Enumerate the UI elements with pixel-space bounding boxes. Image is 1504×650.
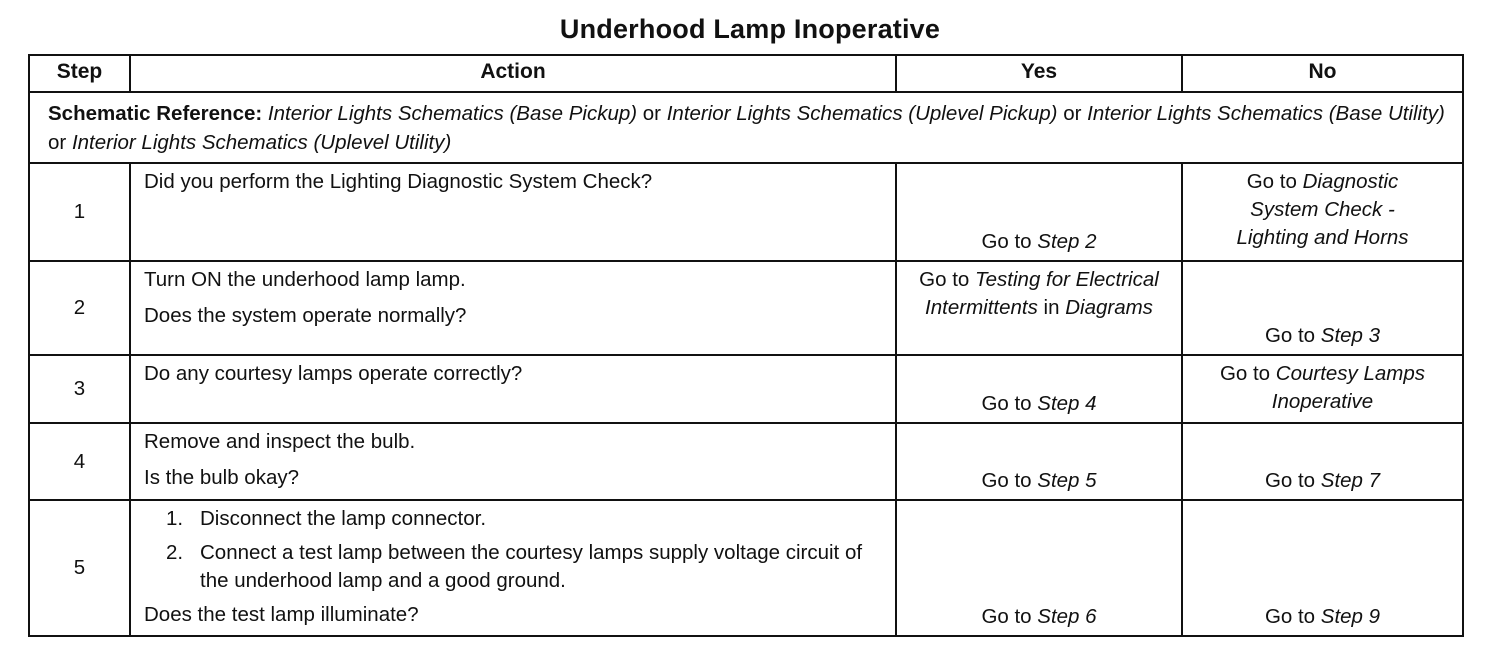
step-number: 4 — [29, 423, 130, 500]
goto-text: Go to — [981, 392, 1032, 415]
action-cell — [130, 163, 896, 261]
diagnostic-table — [28, 54, 1464, 637]
no-cell — [1182, 355, 1463, 423]
yes-link-2[interactable]: Diagrams — [1065, 296, 1153, 319]
yes-link[interactable]: Step 6 — [1037, 605, 1097, 628]
goto-text: Go to — [981, 605, 1032, 628]
header-no: No — [1182, 55, 1463, 92]
yes-link[interactable]: Step 2 — [1037, 230, 1097, 253]
header-yes: Yes — [896, 55, 1182, 92]
step-number: 3 — [29, 355, 130, 423]
reference-or-3: or — [48, 131, 67, 154]
substep-text: Connect a test lamp between the courtesy lamps supply voltage circuit of the underhood lamp and a good ground. — [200, 541, 863, 592]
no-link[interactable]: Step 9 — [1320, 605, 1381, 628]
no-cell — [1182, 163, 1463, 261]
reference-link-2[interactable]: Interior Lights Schematics (Uplevel Pickup) — [666, 102, 1058, 125]
table-row — [29, 261, 1463, 355]
yes-cell — [896, 163, 1182, 261]
reference-link-4[interactable]: Interior Lights Schematics (Uplevel Utility) — [71, 131, 452, 154]
table-row — [29, 500, 1463, 636]
action-cell — [130, 500, 896, 636]
goto-text: Go to — [1246, 170, 1297, 193]
goto-text: Go to — [981, 469, 1032, 492]
reference-link-3[interactable]: Interior Lights Schematics (Base Utility) — [1087, 102, 1445, 125]
no-cell — [1182, 423, 1463, 500]
step-number: 5 — [29, 500, 130, 636]
no-link[interactable]: Courtesy Lamps Inoperative — [1271, 362, 1426, 413]
action-question: Does the system operate normally? — [144, 304, 467, 327]
goto-text: Go to — [919, 268, 970, 291]
schematic-reference — [29, 92, 1463, 163]
goto-text: Go to — [1264, 324, 1316, 347]
table-row — [29, 163, 1463, 261]
action-question: Does the test lamp illuminate? — [144, 603, 419, 626]
reference-or-2: or — [1063, 102, 1082, 125]
yes-cell — [896, 261, 1182, 355]
yes-cell — [896, 500, 1182, 636]
page-title: Underhood Lamp Inoperative — [559, 14, 941, 44]
action-text: Turn ON the underhood lamp lamp. — [144, 268, 466, 291]
yes-cell — [896, 355, 1182, 423]
in-text: in — [1043, 296, 1060, 319]
yes-cell — [896, 423, 1182, 500]
no-link[interactable]: Diagnostic System Check - Lighting and Horns — [1236, 170, 1409, 249]
action-cell — [130, 355, 896, 423]
action-cell — [130, 423, 896, 500]
header-action: Action — [130, 55, 896, 92]
action-text: Remove and inspect the bulb. — [144, 430, 416, 453]
goto-text: Go to — [981, 230, 1032, 253]
substep-text: Disconnect the lamp connector. — [200, 507, 487, 530]
no-link[interactable]: Step 7 — [1320, 469, 1381, 492]
step-number: 2 — [29, 261, 130, 355]
yes-link[interactable]: Step 5 — [1037, 469, 1097, 492]
header-row — [29, 55, 1463, 92]
reference-label: Schematic Reference: — [48, 102, 263, 125]
action-text: Did you perform the Lighting Diagnostic System Check? — [144, 170, 653, 193]
substep-number: 1. — [166, 507, 184, 530]
substep-number: 2. — [166, 541, 184, 564]
goto-text: Go to — [1219, 362, 1271, 385]
no-cell — [1182, 261, 1463, 355]
table-row — [29, 355, 1463, 423]
goto-text: Go to — [1264, 605, 1316, 628]
action-question: Is the bulb okay? — [144, 466, 299, 489]
reference-link-1[interactable]: Interior Lights Schematics (Base Pickup) — [267, 102, 638, 125]
reference-or-1: or — [642, 102, 662, 125]
goto-text: Go to — [1264, 469, 1316, 492]
header-step: Step — [29, 55, 130, 92]
substep — [166, 539, 885, 595]
action-cell — [130, 261, 896, 355]
yes-link[interactable]: Testing for Electrical Intermittents — [925, 268, 1159, 319]
table-row — [29, 423, 1463, 500]
no-link[interactable]: Step 3 — [1320, 324, 1381, 347]
action-text: Do any courtesy lamps operate correctly? — [144, 362, 523, 385]
substep-list — [144, 505, 885, 595]
yes-link[interactable]: Step 4 — [1037, 392, 1097, 415]
substep — [166, 505, 885, 533]
reference-row — [29, 92, 1463, 163]
no-cell — [1182, 500, 1463, 636]
step-number: 1 — [29, 163, 130, 261]
